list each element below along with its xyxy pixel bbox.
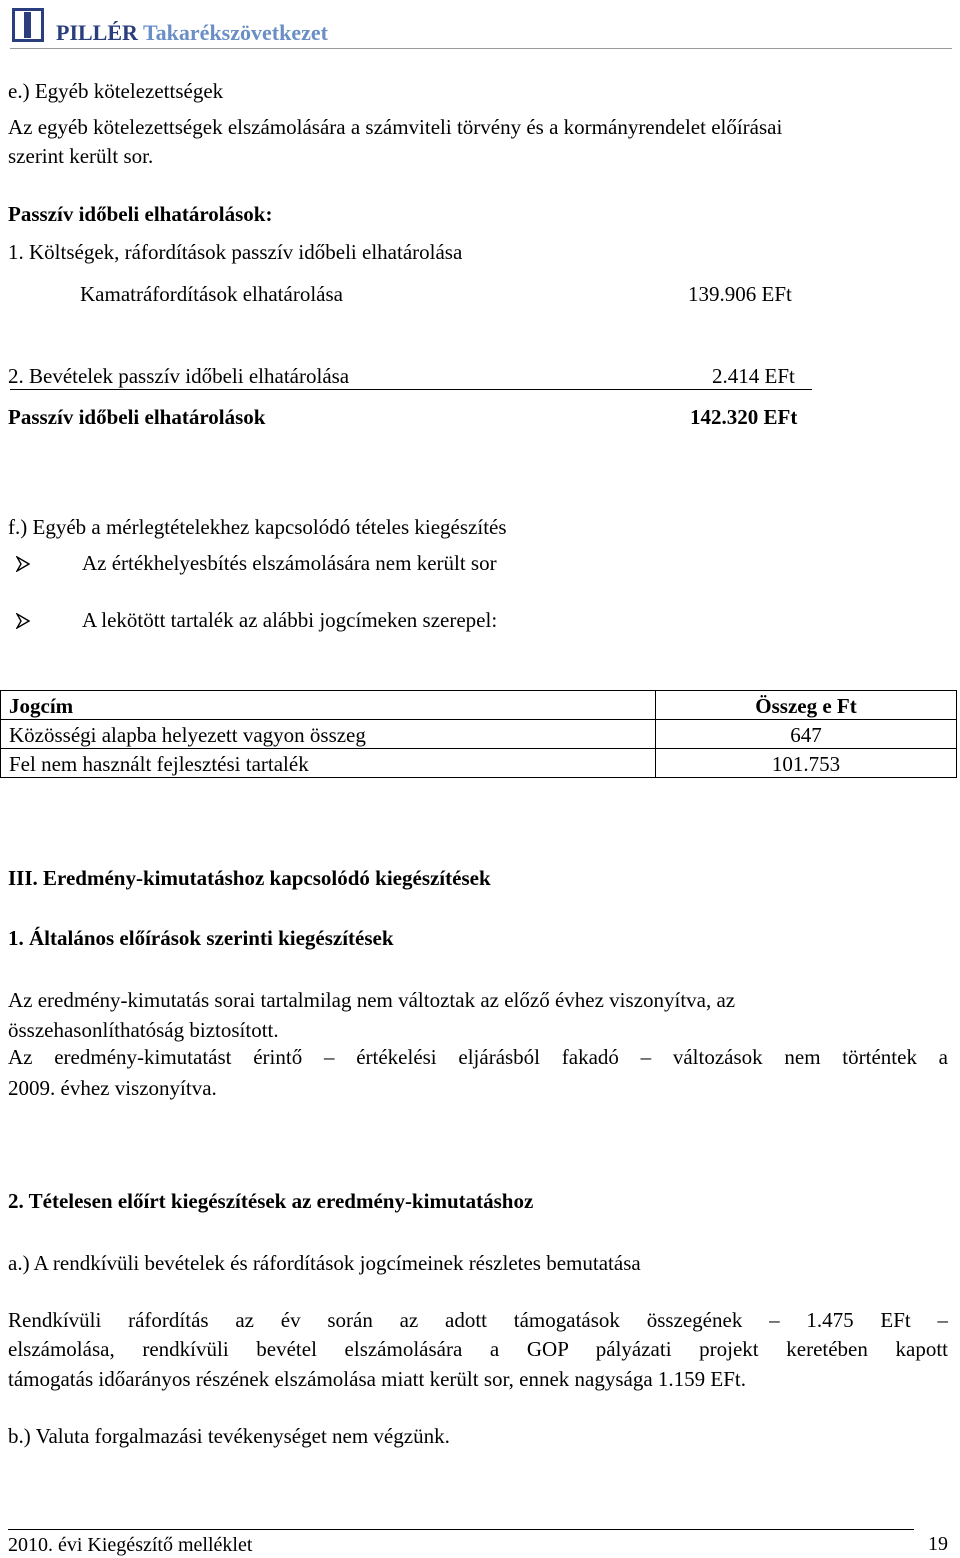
passive-heading: Passzív időbeli elhatárolások: (8, 202, 273, 226)
subsection-a-line3: támogatás időarányos részének elszámolása miatt került sor, ennek nagysága 1.159 EFt. (8, 1367, 747, 1391)
table-header-row (1, 691, 957, 720)
table-cell-label: Közösségi alapba helyezett vagyon összeg (1, 720, 656, 749)
table-header-osszeg: Összeg e Ft (656, 691, 957, 720)
table-header-jogcim: Jogcím (1, 691, 656, 720)
p2-line2: 2009. évhez viszonyítva. (8, 1076, 217, 1100)
passive-total-value: 142.320 EFt (690, 405, 798, 429)
passive-sub1-label: Kamatráfordítások elhatárolása (80, 282, 343, 306)
arrow-bullet-icon (16, 556, 30, 572)
passive-underline (10, 389, 812, 390)
section-f-bullet2: A lekötött tartalék az alábbi jogcímeken szerepel: (82, 608, 498, 632)
p2-line1: Az eredmény-kimutatást érintő – értékelési eljárásból fakadó – változások nem történtek a (8, 1045, 948, 1069)
section-f-title: f.) Egyéb a mérlegtételekhez kapcsolódó tételes kiegészítés (8, 515, 507, 539)
brand-name-rest: Takarékszövetkezet (143, 20, 328, 45)
footer-text: 2010. évi Kiegészítő melléklet (8, 1534, 253, 1556)
brand-name-bold: PILLÉR (56, 20, 138, 45)
section-iii-sub2: 2. Tételesen előírt kiegészítések az eredmény-kimutatáshoz (8, 1189, 534, 1213)
section-f-bullet1: Az értékhelyesbítés elszámolására nem került sor (82, 551, 497, 575)
table-row (1, 720, 957, 749)
arrow-bullet-icon (16, 613, 30, 629)
logo-mark (24, 12, 31, 38)
p1-line1: Az eredmény-kimutatás sorai tartalmilag nem változtak az előző évhez viszonyítva, az (8, 988, 736, 1012)
p1-line2: összehasonlíthatóság biztosított. (8, 1018, 279, 1042)
table-cell-label: Fel nem használt fejlesztési tartalék (1, 749, 656, 778)
reserve-table (0, 690, 957, 778)
passive-sub1-value: 139.906 EFt (688, 282, 792, 306)
passive-item1: 1. Költségek, ráfordítások passzív időbeli elhatárolása (8, 240, 463, 264)
page-number: 19 (928, 1533, 948, 1555)
section-e-title: e.) Egyéb kötelezettségek (8, 79, 224, 103)
section-iii-sub1: 1. Általános előírások szerinti kiegészítések (8, 926, 394, 950)
section-e-line2: szerint került sor. (8, 144, 154, 168)
section-e-line1: Az egyéb kötelezettségek elszámolására a számviteli törvény és a kormányrendelet előírásai (8, 115, 783, 139)
brand-logo (56, 20, 328, 46)
footer-divider (8, 1529, 914, 1530)
subsection-a-line1: Rendkívüli ráfordítás az év során az adott támogatások összegének – 1.475 EFt – (8, 1308, 948, 1332)
table-row (1, 749, 957, 778)
table-cell-value: 647 (656, 720, 957, 749)
subsection-a-line2: elszámolása, rendkívüli bevétel elszámolására a GOP pályázati projekt keretében kapott (8, 1337, 948, 1361)
subsection-a-title: a.) A rendkívüli bevételek és ráfordítások jogcímeinek részletes bemutatása (8, 1251, 641, 1275)
section-iii-title: III. Eredmény-kimutatáshoz kapcsolódó kiegészítések (8, 866, 491, 890)
header-divider (10, 48, 952, 49)
passive-item2-value: 2.414 EFt (712, 364, 795, 388)
table-cell-value: 101.753 (656, 749, 957, 778)
passive-total-label: Passzív időbeli elhatárolások (8, 405, 266, 429)
passive-item2-label: 2. Bevételek passzív időbeli elhatárolása (8, 364, 350, 388)
subsection-b-title: b.) Valuta forgalmazási tevékenységet nem végzünk. (8, 1424, 450, 1448)
